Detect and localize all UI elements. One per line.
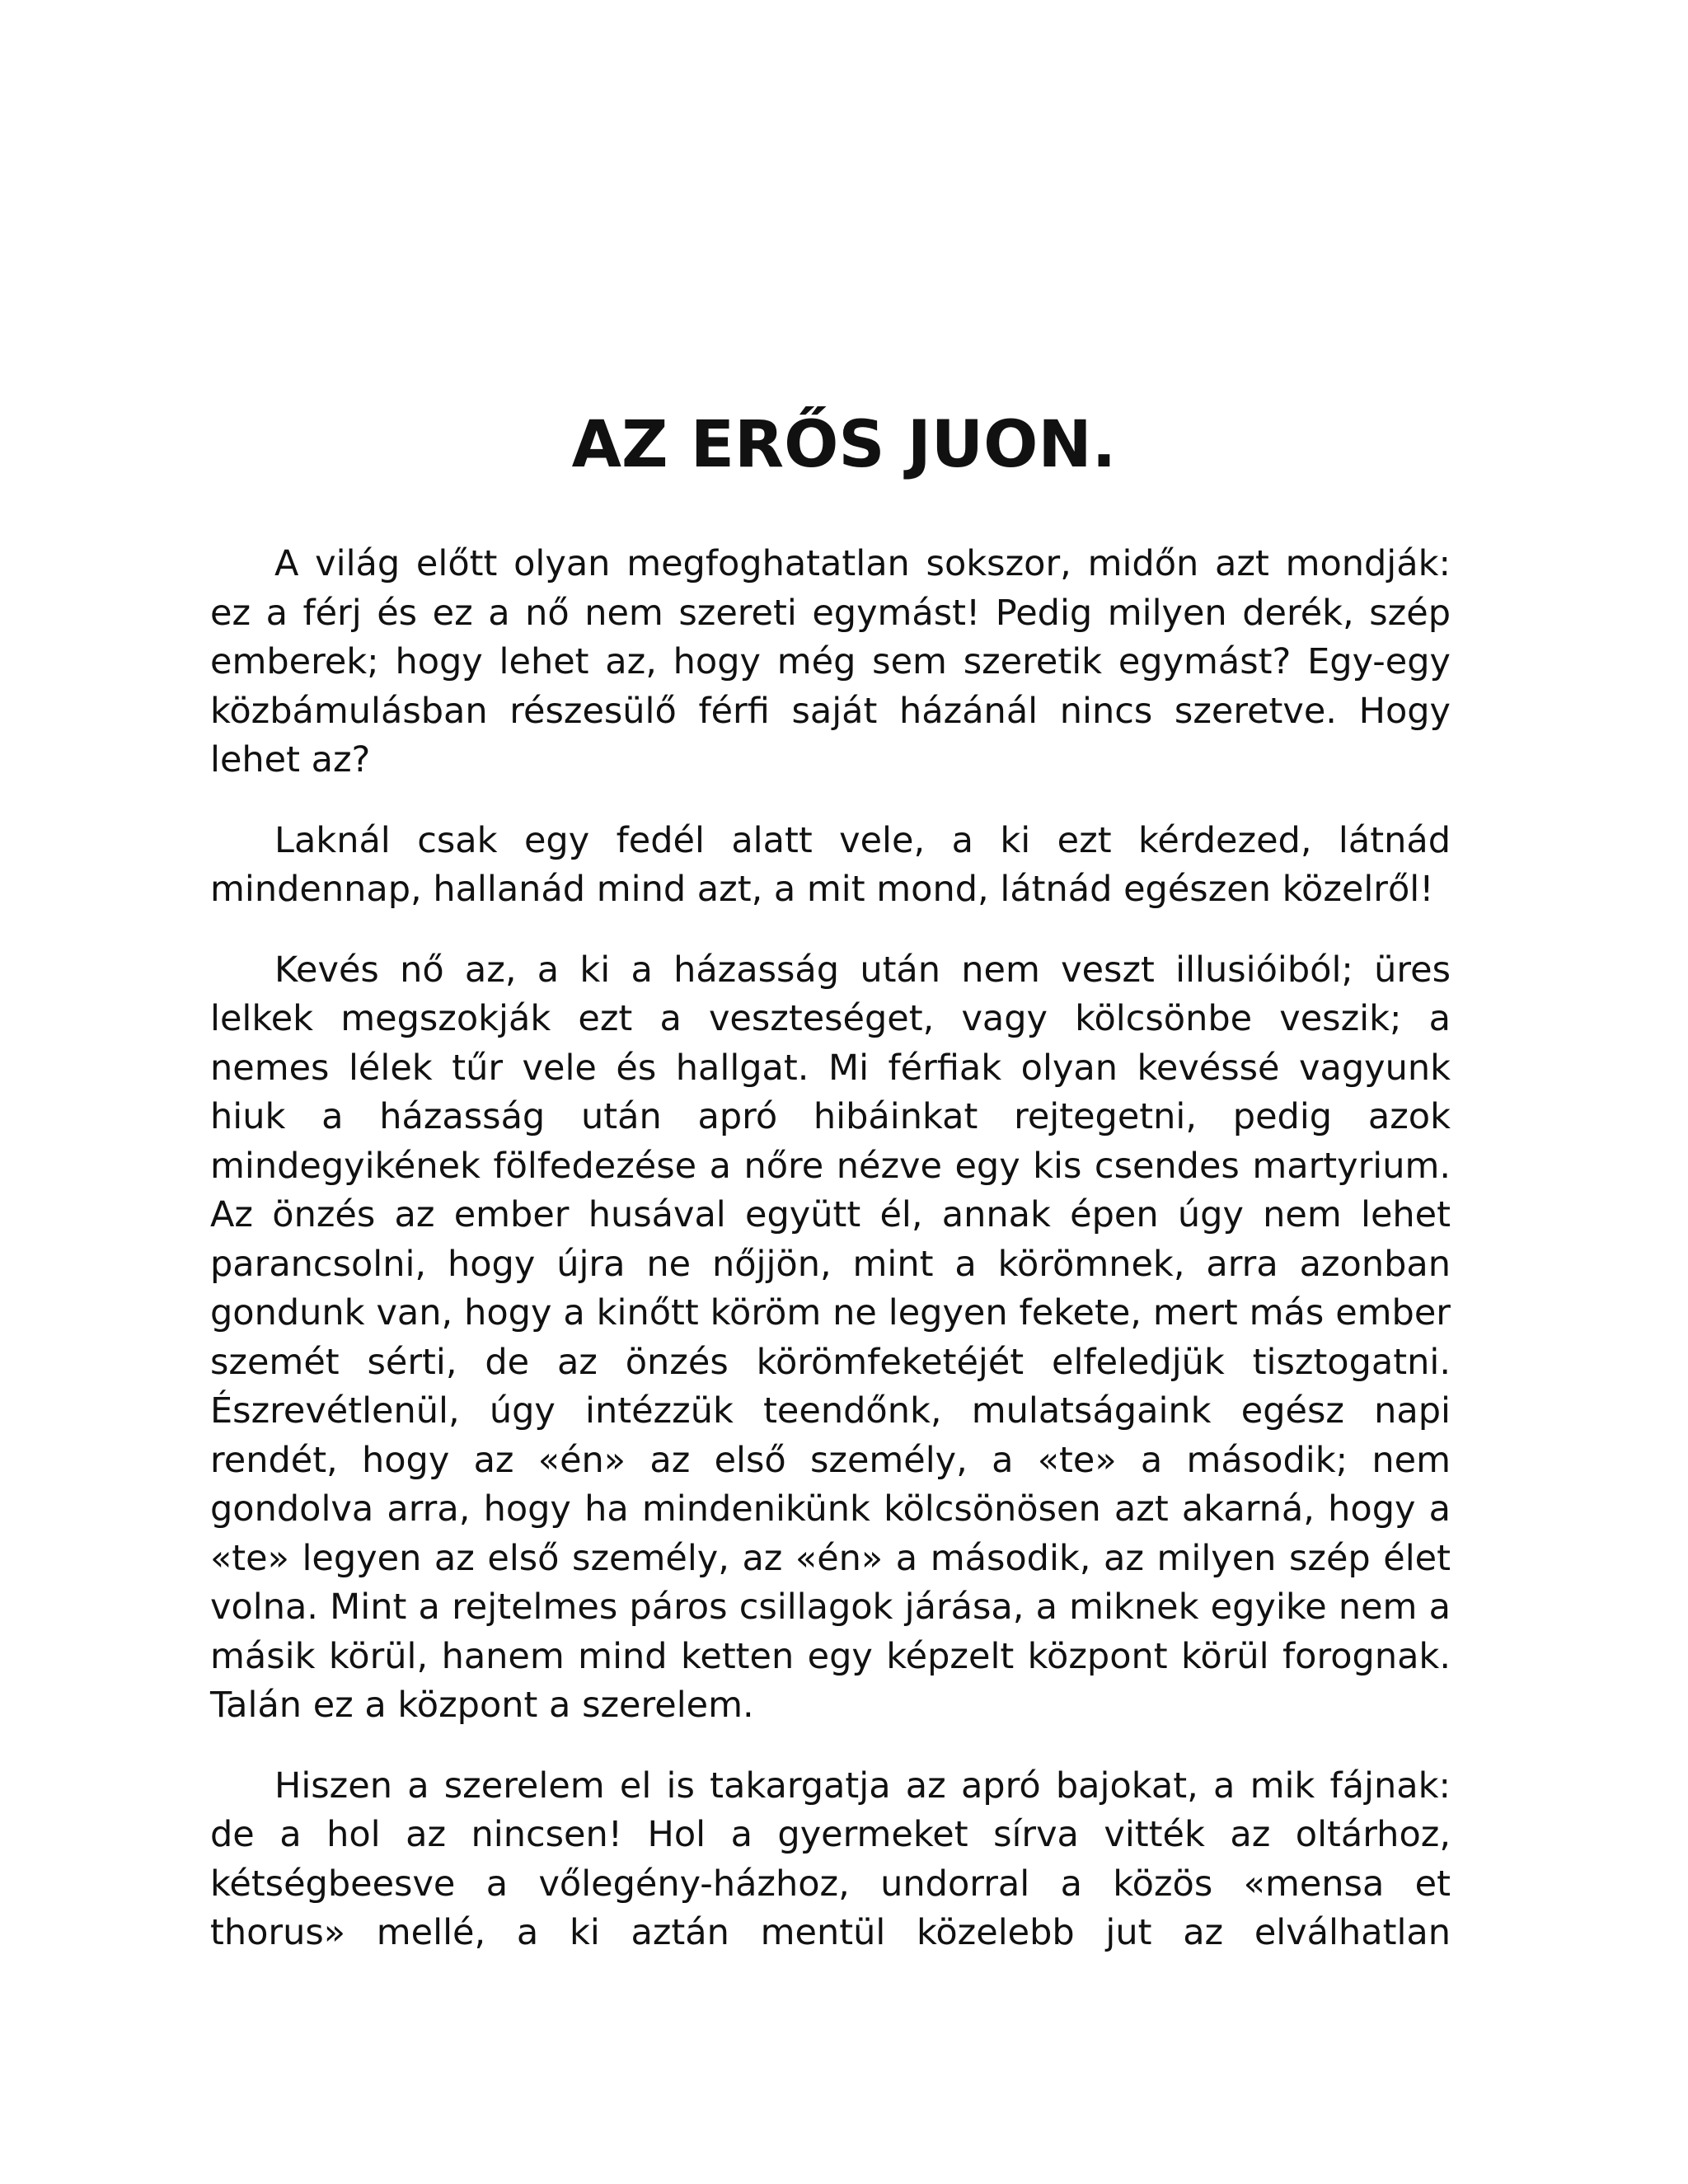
chapter-body <box>210 540 1451 1958</box>
paragraph-3: Kevés nő az, a ki a házasság után nem veszt illusióiból; üres lelkek megszokják ezt a veszteséget, vagy kölcsönbe veszik; a nemes lélek tűr vele és hallgat. Mi férfiak olyan kevéssé vagyunk hiuk a házasság után apró hibáinkat rejtegetni, pedig azok mindegyikének fölfedezése a nőre nézve egy kis csendes martyrium. Az önzés az ember husával együtt él, annak épen úgy nem lehet parancsolni, hogy újra ne nőjjön, mint a körömnek, arra azonban gondunk van, hogy a kinőtt köröm ne legyen fekete, mert más ember szemét sérti, de az önzés körömfeketéjét elfeledjük tisztogatni. Észrevétlenül, úgy intézzük teendőnk, mulatságaink egész napi rendét, hogy az «én» az első személy, a «te» a második; nem gondolva arra, hogy ha mindenikünk kölcsönösen azt akarná, hogy a «te» legyen az első személy, az «én» a második, az milyen szép élet volna. Mint a rejtelmes páros csillagok járása, a miknek egyike nem a másik körül, hanem mind ketten egy képzelt központ körül forognak. Talán ez a központ a szerelem. <box>210 949 1451 1726</box>
paragraph-1: A világ előtt olyan megfoghatatlan sokszor, midőn azt mondják: ez a férj és ez a nő nem szereti egymást! Pedig milyen derék, szép emberek; hogy lehet az, hogy még sem szeretik egymást? Egy-egy közbámulásban részesülő férfi saját házánál nincs szeretve. Hogy lehet az? <box>210 543 1451 780</box>
paragraph-4: Hiszen a szerelem el is takargatja az apró bajokat, a mik fájnak: de a hol az nincsen! Hol a gyermeket sírva vitték az oltárhoz, kétségbeesve a vőlegény-házhoz, undorral a közös «mensa et thorus» mellé, a ki aztán mentül közelebb jut az elválhatlan <box>210 1765 1451 1953</box>
paragraph-2: Laknál csak egy fedél alatt vele, a ki ezt kérdezed, látnád mindennap, hallanád mind azt, a mit mond, látnád egészen közelről! <box>210 819 1451 910</box>
chapter-title: AZ ERŐS JUON. <box>571 408 1117 482</box>
